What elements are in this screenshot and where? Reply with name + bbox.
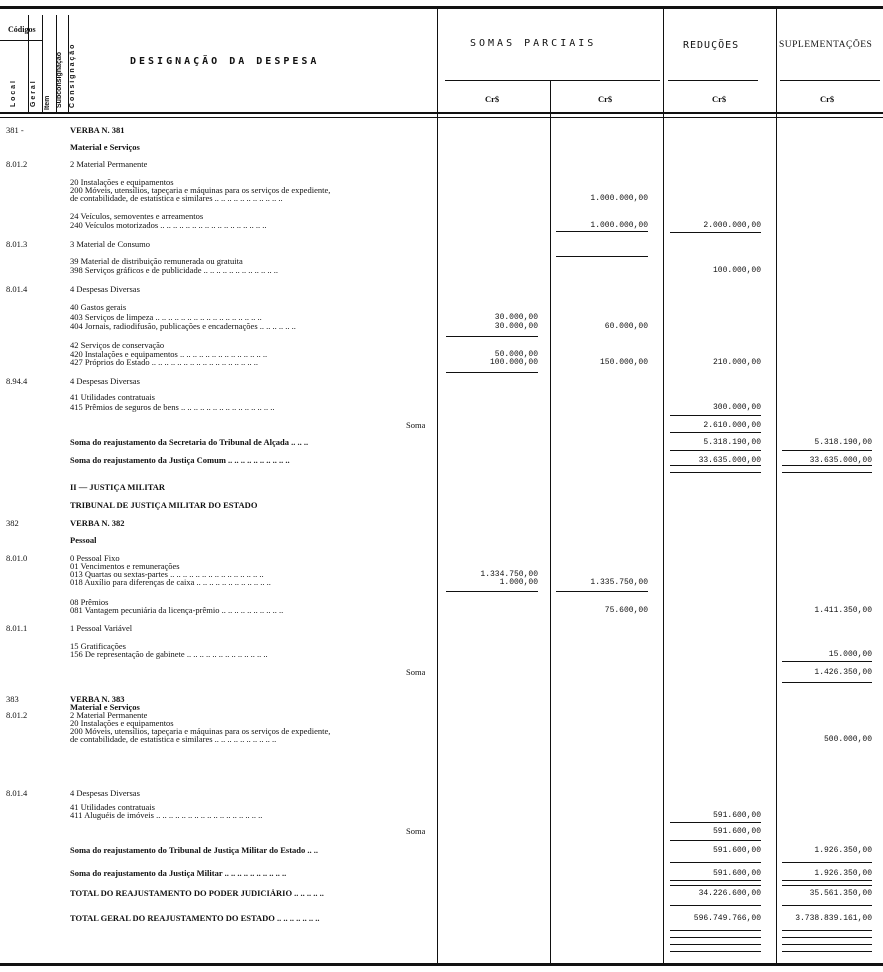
row-label: VERBA N. 383 (70, 695, 125, 704)
row-label: Pessoal (70, 536, 97, 545)
row-col3-value: 596.749.766,00 (693, 914, 761, 923)
designacao-header: DESIGNAÇÃO DA DESPESA (130, 56, 320, 67)
bottom-rule (0, 963, 883, 966)
subconsignacao-header: Subconsignação (56, 51, 63, 108)
row-col4-value: 35.561.350,00 (809, 889, 872, 898)
row-label: 398 Serviços gráficos e de publicidade .. .. .. .. .. .. .. .. .. .. .. .. (70, 266, 278, 275)
row-label: 39 Material de distribuição remunerada ou gratuita (70, 257, 243, 266)
sum-rule (670, 944, 761, 945)
row-label: 411 Aluguéis de imóveis .. .. .. .. .. .. .. .. .. .. .. .. .. .. .. .. .. (70, 811, 263, 820)
row-label: 4 Despesas Diversas (70, 285, 140, 294)
sum-rule (446, 336, 538, 337)
consignacao-header: C o n s i g n a ç ã o (69, 44, 76, 108)
row-label: Soma do reajustamento da Justiça Comum .. .. .. .. .. .. .. .. .. .. (70, 456, 290, 465)
row-label: 1 Pessoal Variável (70, 624, 133, 633)
row-col2-value: 1.000.000,00 (590, 221, 648, 230)
row-col4-value: 1.426.350,00 (814, 668, 872, 677)
row-label: 420 Instalações e equipamentos .. .. .. .. .. .. .. .. .. .. .. .. .. .. (70, 350, 268, 359)
sum-rule (670, 930, 761, 931)
row-code: 8.01.3 (6, 239, 28, 249)
sum-rule (782, 661, 872, 662)
item-header: Item (44, 95, 51, 110)
row-code: 8.01.2 (6, 710, 28, 720)
currency-col1: Cr$ (485, 94, 500, 104)
row-label: 24 Veículos, semoventes e arreamentos (70, 212, 204, 221)
row-label: 2 Material Permanente (70, 711, 148, 720)
row-label: 20 Instalações e equipamentos (70, 719, 174, 728)
sum-rule (670, 822, 761, 823)
row-label: 0 Pessoal Fixo (70, 554, 120, 563)
row-col4-value: 1.411.350,00 (814, 606, 872, 615)
row-col2-value: 1.335.750,00 (590, 578, 648, 587)
row-col1-value: 100.000,00 (489, 358, 538, 367)
row-label: TOTAL DO REAJUSTAMENTO DO PODER JUDICIÁRIO .. .. .. .. .. (70, 889, 324, 898)
row-label: 20 Instalações e equipamentos (70, 178, 174, 187)
row-label: 41 Utilidades contratuais (70, 393, 155, 402)
row-code: 8.01.4 (6, 788, 28, 798)
sum-rule (670, 905, 761, 906)
row-label: 403 Serviços de limpeza .. .. .. .. .. .. .. .. .. .. .. .. .. .. .. .. .. (70, 313, 262, 322)
row-col3-value: 33.635.000,00 (698, 456, 761, 465)
reducoes-sub-rule (668, 80, 758, 81)
sum-rule (782, 682, 872, 683)
row-col3-value: 591.600,00 (712, 811, 761, 820)
row-label: 427 Próprios do Estado .. .. .. .. .. .. .. .. .. .. .. .. .. .. .. .. .. (70, 358, 258, 367)
row-label: 240 Veículos motorizados .. .. .. .. .. .. .. .. .. .. .. .. .. .. .. .. .. (70, 221, 267, 230)
row-label: 4 Despesas Diversas (70, 377, 140, 386)
somas-sub-rule (445, 80, 660, 81)
row-label: 081 Vantagem pecuniária da licença-prêmio .. .. .. .. .. .. .. .. .. .. (70, 606, 284, 615)
row-col4-value: 3.738.839.161,00 (795, 914, 872, 923)
sum-rule (670, 415, 761, 416)
row-code: 381 - (6, 125, 24, 135)
row-code: 8.01.4 (6, 284, 28, 294)
sum-rule (782, 885, 872, 886)
row-label: 4 Despesas Diversas (70, 789, 140, 798)
row-label: Material e Serviços (70, 143, 140, 152)
sum-rule (556, 256, 648, 257)
sum-rule (670, 937, 761, 938)
row-col4-value: 500.000,00 (823, 735, 872, 744)
row-col4-value: 1.926.350,00 (814, 846, 872, 855)
row-label: Soma do reajustamento da Justiça Militar .. .. .. .. .. .. .. .. .. .. (70, 869, 287, 878)
row-label: 156 De representação de gabinete .. .. .. .. .. .. .. .. .. .. .. .. .. (70, 650, 268, 659)
row-col4-value: 33.635.000,00 (809, 456, 872, 465)
sum-rule (556, 591, 648, 592)
row-code: 8.01.0 (6, 553, 28, 563)
row-label: Soma (406, 827, 426, 836)
row-label: 415 Prêmios de seguros de bens .. .. .. .. .. .. .. .. .. .. .. .. .. .. .. (70, 403, 275, 412)
row-col1-value: 30.000,00 (494, 313, 538, 322)
row-col3-value: 591.600,00 (712, 846, 761, 855)
row-label: 013 Quartas ou sextas-partes .. .. .. .. .. .. .. .. .. .. .. .. .. .. .. (70, 570, 264, 579)
row-col3-value: 2.000.000,00 (703, 221, 761, 230)
row-col3-value: 591.600,00 (712, 827, 761, 836)
row-label: TRIBUNAL DE JUSTIÇA MILITAR DO ESTADO (70, 501, 258, 510)
row-code: 8.01.2 (6, 159, 28, 169)
row-col2-value: 60.000,00 (604, 322, 648, 331)
row-label: Material e Serviços (70, 703, 140, 712)
row-label: 15 Gratificações (70, 642, 126, 651)
row-label: 200 Móveis, utensílios, tapeçaria e máquinas para os serviços de expediente, (70, 186, 331, 195)
row-label: Soma (406, 668, 426, 677)
geral-header: G e r a l (30, 81, 37, 107)
top-rule (0, 6, 883, 9)
currency-col3: Cr$ (712, 94, 727, 104)
sum-rule (670, 465, 761, 466)
row-code: 8.01.1 (6, 623, 28, 633)
codigos-header: Códigos (8, 25, 36, 34)
sum-rule (670, 472, 761, 473)
row-label: 40 Gastos gerais (70, 303, 127, 312)
sum-rule (446, 372, 538, 373)
row-col2-value: 75.600,00 (604, 606, 648, 615)
sum-rule (670, 232, 761, 233)
row-label: VERBA N. 381 (70, 126, 125, 135)
row-col3-value: 2.610.000,00 (703, 421, 761, 430)
row-col1-value: 30.000,00 (494, 322, 538, 331)
sum-rule (782, 937, 872, 938)
row-col3-value: 34.226.600,00 (698, 889, 761, 898)
row-col3-value: 210.000,00 (712, 358, 761, 367)
row-label: 018 Auxílio para diferenças de caixa .. .. .. .. .. .. .. .. .. .. .. .. (70, 578, 271, 587)
suplementacoes-header: SUPLEMENTAÇÕES (779, 40, 873, 50)
row-label: 3 Material de Consumo (70, 240, 151, 249)
sum-rule (670, 862, 761, 863)
row-label: 01 Vencimentos e remunerações (70, 562, 180, 571)
row-label: II — JUSTIÇA MILITAR (70, 483, 166, 492)
row-code: 8.94.4 (6, 376, 28, 386)
sum-rule (670, 840, 761, 841)
row-col3-value: 300.000,00 (712, 403, 761, 412)
sum-rule (782, 930, 872, 931)
sum-rule (782, 880, 872, 881)
row-col1-value: 1.334.750,00 (480, 570, 538, 579)
row-label: Soma do reajustamento da Secretaria do Tribunal de Alçada .. .. .. (70, 438, 309, 447)
sum-rule (782, 862, 872, 863)
somas-parciais-header: SOMAS PARCIAIS (470, 38, 597, 49)
row-col2-value: 150.000,00 (599, 358, 648, 367)
row-label: TOTAL GERAL DO REAJUSTAMENTO DO ESTADO .. .. .. .. .. .. .. (70, 914, 320, 923)
sum-rule (670, 885, 761, 886)
local-header: L o c a l (10, 81, 17, 107)
sum-rule (782, 951, 872, 952)
row-label: de contabilidade, de estatística e similares .. .. .. .. .. .. .. .. .. .. .. (70, 194, 283, 203)
row-col3-value: 5.318.190,00 (703, 438, 761, 447)
sum-rule (670, 450, 761, 451)
row-col4-value: 1.926.350,00 (814, 869, 872, 878)
row-label: de contabilidade, de estatística e similares .. .. .. .. .. .. .. .. .. .. (70, 735, 277, 744)
row-code: 382 (6, 518, 19, 528)
row-code: 383 (6, 694, 19, 704)
sum-rule (446, 591, 538, 592)
row-col3-value: 100.000,00 (712, 266, 761, 275)
row-label: VERBA N. 382 (70, 519, 125, 528)
sum-rule (556, 231, 648, 232)
sum-rule (670, 880, 761, 881)
sum-rule (782, 472, 872, 473)
sum-rule (782, 450, 872, 451)
header-rule (0, 112, 883, 114)
sum-rule (670, 951, 761, 952)
row-label: 08 Prêmios (70, 598, 109, 607)
row-label: 42 Serviços de conservação (70, 341, 165, 350)
sum-rule (670, 432, 761, 433)
row-label: Soma do reajustamento do Tribunal de Justiça Militar do Estado .. .. (70, 846, 319, 855)
row-label: 404 Jornais, radiodifusão, publicações e encadernações .. .. .. .. .. .. (70, 322, 296, 331)
row-label: 41 Utilidades contratuais (70, 803, 155, 812)
row-col2-value: 1.000.000,00 (590, 194, 648, 203)
sum-rule (782, 905, 872, 906)
sum-rule (782, 944, 872, 945)
row-col3-value: 591.600,00 (712, 869, 761, 878)
sum-rule (782, 465, 872, 466)
codes-rule (0, 40, 42, 41)
reducoes-header: REDUÇÕES (683, 40, 740, 51)
row-col4-value: 15.000,00 (828, 650, 872, 659)
row-label: Soma (406, 421, 426, 430)
col-divider-h (776, 8, 777, 963)
col-divider-b (42, 15, 43, 112)
suplementacoes-sub-rule (780, 80, 880, 81)
row-label: 2 Material Permanente (70, 160, 148, 169)
col-divider-e (437, 8, 438, 963)
col-divider-g (663, 8, 664, 963)
currency-col2: Cr$ (598, 94, 613, 104)
row-col1-value: 50.000,00 (494, 350, 538, 359)
header-rule-2 (0, 117, 883, 118)
row-label: 200 Móveis, utensílios, tapeçaria e máquinas para os serviços de expediente, (70, 727, 331, 736)
col-divider-f (550, 80, 551, 963)
row-col1-value: 1.000,00 (499, 578, 538, 587)
currency-col4: Cr$ (820, 94, 835, 104)
row-col4-value: 5.318.190,00 (814, 438, 872, 447)
